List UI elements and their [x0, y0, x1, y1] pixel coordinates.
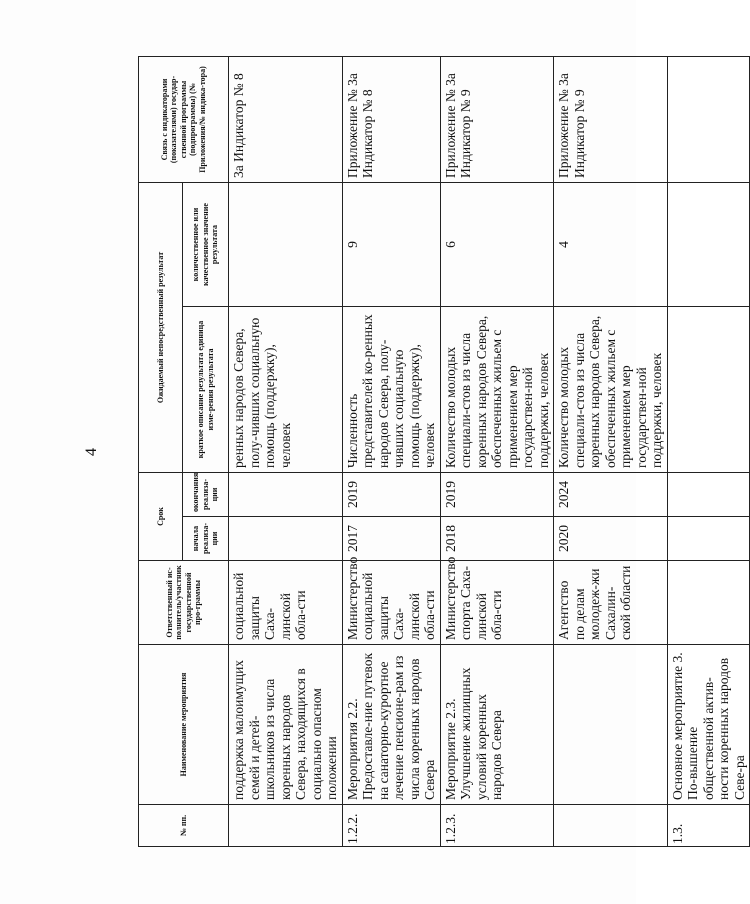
- measure-name: Мероприятие 2.3. Улучшение жилищных условий коренных народов Севера: [440, 645, 554, 805]
- header-expected-desc: краткое описание результата единица изме-рения результата: [183, 307, 229, 473]
- term-start: [667, 517, 750, 561]
- indicator-link: 3а Индикатор № 8: [229, 57, 343, 183]
- row-number: 1.2.2.: [342, 805, 440, 847]
- table-row: [440, 57, 554, 847]
- term-end: [229, 473, 343, 517]
- term-start: [229, 517, 343, 561]
- page-number: 4: [83, 448, 100, 456]
- result-value: 6: [440, 183, 554, 307]
- indicator-link: Приложение № 3а Индикатор № 9: [440, 57, 554, 183]
- table-row: [667, 57, 750, 847]
- header-responsible: Ответственный ис-полнитель/участник государственной про-граммы: [139, 561, 229, 645]
- term-start: 2017: [342, 517, 440, 561]
- table-row: [554, 57, 668, 847]
- header-term-end: окончания реализа-ции: [183, 473, 229, 517]
- header-no: № пп.: [139, 805, 229, 847]
- header-name: Наименование мероприятия: [139, 645, 229, 805]
- header-term: Срок: [139, 473, 183, 561]
- result-value: [667, 183, 750, 307]
- responsible-executor: Министерство спорта Саха-линской обла-сти: [440, 561, 554, 645]
- responsible-executor: [667, 561, 750, 645]
- responsible-executor: Министерство социальной защиты Саха-линской обла-сти: [342, 561, 440, 645]
- header-expected-value: количественное или качественное значение результата: [183, 183, 229, 307]
- measure-name: Основное мероприятие 3. По-вышение общественной актив-ности коренных народов Севе-ра: [667, 645, 750, 805]
- result-value: 9: [342, 183, 440, 307]
- term-end: 2024: [554, 473, 668, 517]
- header-link: Связь с индикаторами (показателями) государ-ственной программы (подпрограммы) (№ Приложения/№ индика-тора): [139, 57, 229, 183]
- measures-table: [138, 56, 750, 847]
- result-value: 4: [554, 183, 668, 307]
- result-description: ренных народов Севера, полу-чивших социальную помощь (поддержку), человек: [229, 307, 343, 473]
- row-number: 1.3.: [667, 805, 750, 847]
- indicator-link: Приложение № 3а Индикатор № 8: [342, 57, 440, 183]
- row-number: [554, 805, 668, 847]
- term-end: 2019: [440, 473, 554, 517]
- result-description: Количество молодых специали-стов из числа коренных народов Севера, обеспеченных жильем с применением мер государствен-ной поддержки, человек: [440, 307, 554, 473]
- indicator-link: [667, 57, 750, 183]
- measure-name: поддержка малоимущих семей и детей-школьников из числа коренных народов Севера, находящихся в социально опасном положении: [229, 645, 343, 805]
- table-row: [342, 57, 440, 847]
- result-description: [667, 307, 750, 473]
- rotated-sheet: [82, 57, 747, 847]
- result-value: [229, 183, 343, 307]
- responsible-executor: социальной защиты Саха-линской обла-сти: [229, 561, 343, 645]
- term-end: [667, 473, 750, 517]
- term-start: 2020: [554, 517, 668, 561]
- table-row: [229, 57, 343, 847]
- header-expected: Ожидаемый непосредственный результат: [139, 183, 183, 473]
- result-description: Численность представителей ко-ренных народов Севера, полу-чивших социальную помощь (поддержку), человек: [342, 307, 440, 473]
- header-term-start: начала реализа-ции: [183, 517, 229, 561]
- term-end: 2019: [342, 473, 440, 517]
- result-description: Количество молодых специали-стов из числа коренных народов Севера, обеспеченных жильем с применением мер государствен-ной поддержки, человек: [554, 307, 668, 473]
- measure-name: Мероприятия 2.2. Предоставле-ние путевок на санаторно-курортное лечение пенсионе-рам из числа коренных народов Севера: [342, 645, 440, 805]
- indicator-link: Приложение № 3а Индикатор № 9: [554, 57, 668, 183]
- measure-name: [554, 645, 668, 805]
- term-start: 2018: [440, 517, 554, 561]
- row-number: 1.2.3.: [440, 805, 554, 847]
- row-number: [229, 805, 343, 847]
- responsible-executor: Агентство по делам молодеж-жи Сахалин-ской области: [554, 561, 668, 645]
